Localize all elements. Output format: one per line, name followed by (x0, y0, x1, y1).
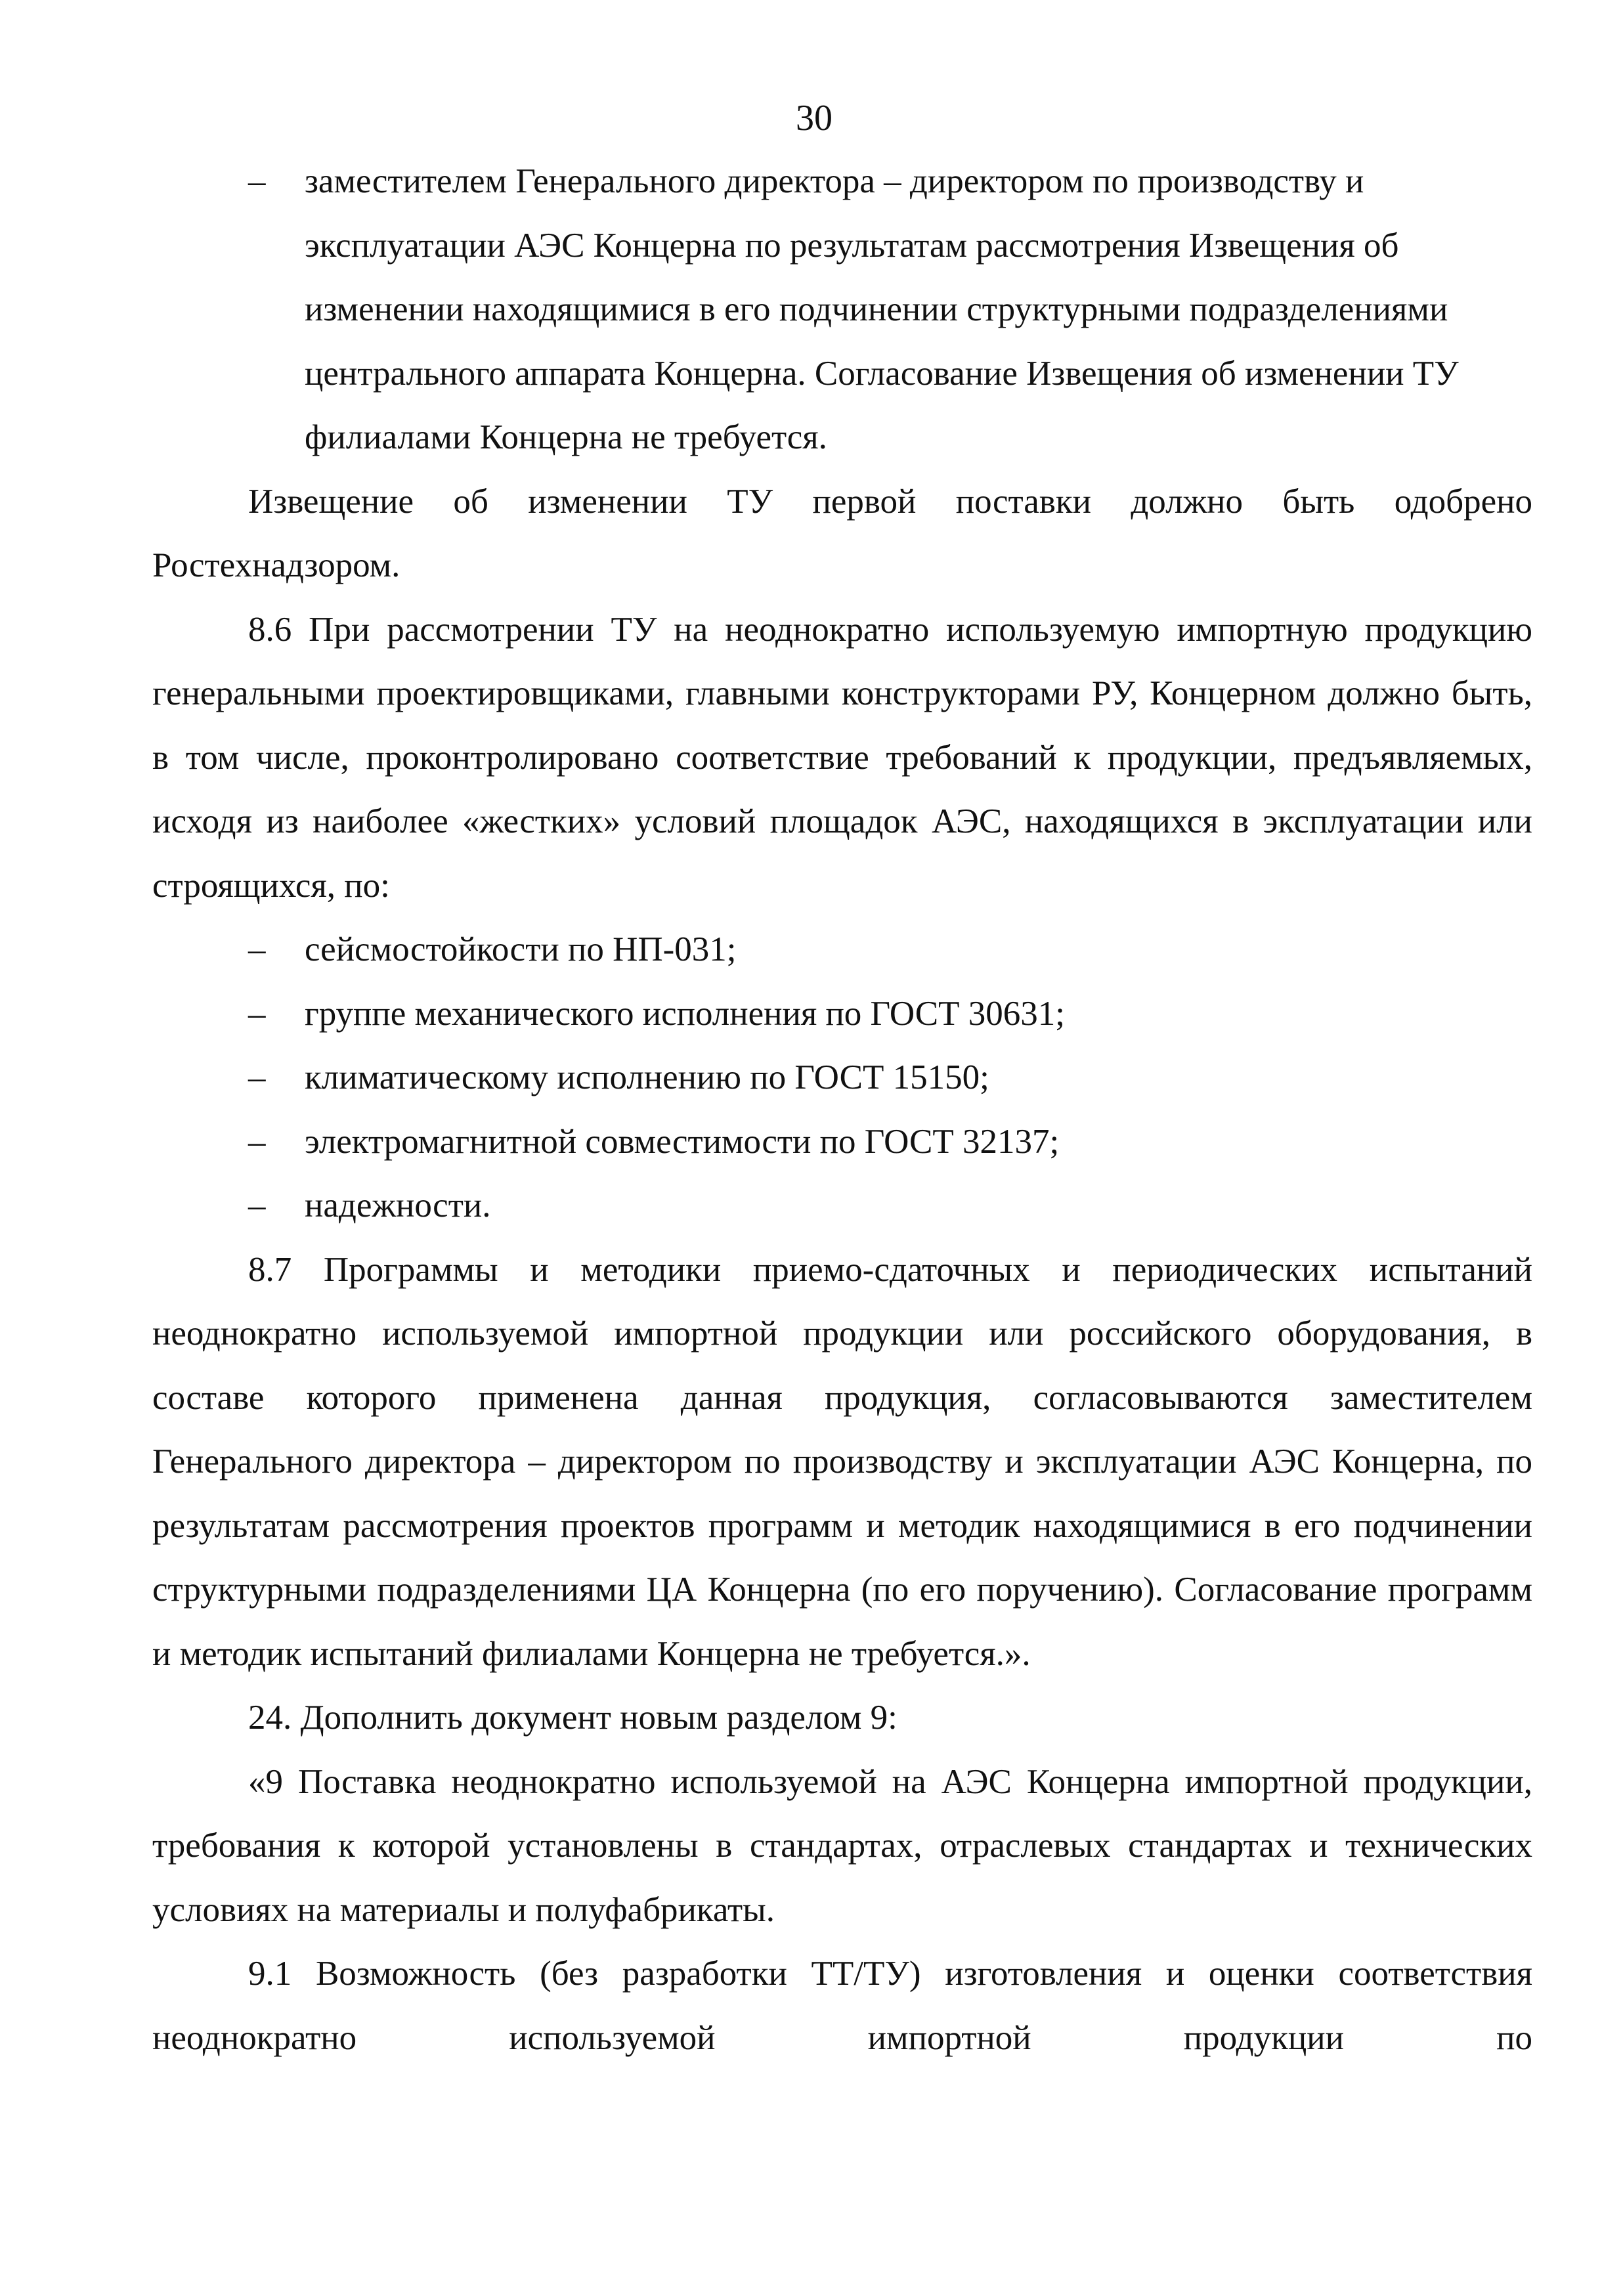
list-item-text: электромагнитной совместимости по ГОСТ 32137; (305, 1122, 1060, 1161)
dash-marker: – (248, 162, 266, 200)
paragraph-section-9-title: «9 Поставка неоднократно используемой на АЭС Концерна импортной продукции, требования к которой установлены в стандартах, отраслевых стандартах и технических условиях на материалы и полуфабрикаты. (152, 1762, 1532, 1929)
page-number: 30 (796, 98, 833, 139)
list-item (152, 150, 1532, 470)
list-item-text: заместителем Генерального директора – директором по производству и эксплуатации АЭС Концерна по результатам рассмотрения Извещения об изменении находящимися в его подчинении структурными подразделениями центрального аппарата Концерна. Согласование Извещения об изменении ТУ филиалами Концерна не требуется. (305, 162, 1459, 456)
list-item-text: группе механического исполнения по ГОСТ 30631; (305, 994, 1066, 1033)
paragraph: Извещение об изменении ТУ первой поставки должно быть одобрено Ростехнадзором. (152, 482, 1532, 584)
list-item-text: сейсмостойкости по НП-031; (305, 930, 737, 968)
list-item-text: надежности. (305, 1186, 491, 1224)
dash-marker: – (248, 1186, 266, 1224)
list-item (152, 1110, 1532, 1175)
dash-marker: – (248, 930, 266, 968)
paragraph-9-1: 9.1 Возможность (без разработки ТТ/ТУ) изготовления и оценки соответствия неоднократно используемой импортной продукции по (152, 1955, 1532, 2057)
document-body (152, 150, 1532, 2070)
list-item (152, 1174, 1532, 1238)
paragraph-item-24: 24. Дополнить документ новым разделом 9: (248, 1699, 898, 1737)
list-item (152, 1046, 1532, 1110)
dash-marker: – (248, 1122, 266, 1161)
list-item (152, 918, 1532, 982)
list-item (152, 982, 1532, 1047)
list-item-text: климатическому исполнению по ГОСТ 15150; (305, 1058, 989, 1096)
paragraph-8-7: 8.7 Программы и методики приемо-сдаточных и периодических испытаний неоднократно используемой импортной продукции или российского оборудования, в составе которого применена данная продукция, согласовываются заместителем Генерального директора – директором по производству и эксплуатации АЭС Концерна, по результатам рассмотрения проектов программ и методик находящимися в его подчинении структурными подразделениями ЦА Концерна (по его поручению). Согласование программ и методик испытаний филиалами Концерна не требуется.». (152, 1250, 1532, 1673)
dash-marker: – (248, 994, 266, 1033)
paragraph-8-6: 8.6 При рассмотрении ТУ на неоднократно используемую импортную продукцию генеральными проектировщиками, главными конструкторами РУ, Концерном должно быть, в том числе, проконтролировано соответствие требований к продукции, предъявляемых, исходя из наиболее «жестких» условий площадок АЭС, находящихся в эксплуатации или строящихся, по: (152, 610, 1532, 905)
dash-marker: – (248, 1058, 266, 1096)
